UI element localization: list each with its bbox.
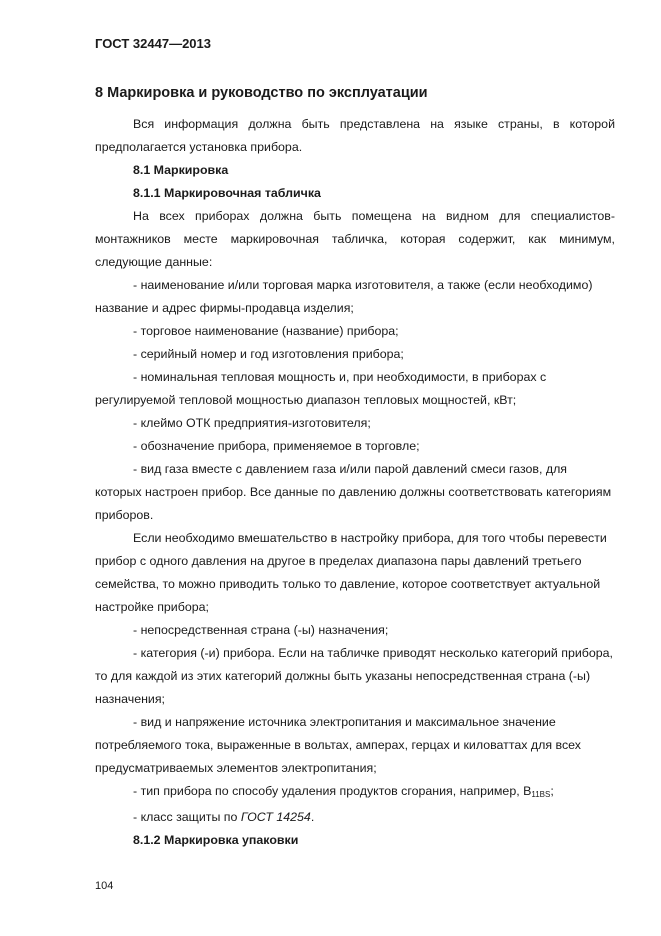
flue-type-suffix: ; (550, 784, 554, 798)
protection-class-standard-ref: ГОСТ 14254 (240, 810, 311, 824)
list-item-heat-output: - номинальная тепловая мощность и, при необходимости, в приборах с регулируемой тепловой мощностью диапазон тепловых мощностей, кВт; (95, 370, 547, 407)
intro-paragraph: Вся информация должна быть представлена на языке страны, в которой предполагается установка прибора. (95, 117, 615, 154)
plate-intro-paragraph: На всех приборах должна быть помещена на видном для специалистов-монтажников месте маркировочная табличка, которая содержит, как минимум, следующие данные: (95, 209, 615, 269)
subsubsection-title-packaging: 8.1.2 Маркировка упаковки (133, 833, 299, 847)
paragraph-pressure-adjustment: Если необходимо вмешательство в настройку прибора, для того чтобы перевести прибор с одного давления на другое в пределах диапазона пары давлений третьего семейства, то можно приводить только то давление, которое соответствует актуальной настройке прибора; (95, 531, 607, 614)
list-item-trade-name: - торговое наименование (название) прибора; (133, 324, 399, 338)
list-item-destination-country: - непосредственная страна (-ы) назначения; (133, 623, 389, 637)
list-item-serial-number: - серийный номер и год изготовления прибора; (133, 347, 404, 361)
section-title: 8 Маркировка и руководство по эксплуатации (95, 85, 428, 101)
subsection-title: 8.1 Маркировка (133, 163, 229, 177)
list-item-designation: - обозначение прибора, применяемое в торговле; (133, 439, 420, 453)
flue-type-subscript: 11BS (531, 790, 551, 799)
list-item-flue-type (95, 780, 615, 806)
list-item-category: - категория (-и) прибора. Если на табличке приводят несколько категорий прибора, то для каждой из этих категорий должны быть указаны непосредственная страна (-ы) назначения; (95, 646, 614, 706)
subsubsection-title-plate: 8.1.1 Маркировочная табличка (133, 186, 321, 200)
list-item-gas-type: - вид газа вместе с давлением газа и/или парой давлений смеси газов, для которых настроен прибор. Все данные по давлению должны соответствовать категориям приборов. (95, 462, 612, 522)
protection-class-suffix: . (310, 810, 315, 824)
page-number: 104 (95, 880, 114, 892)
list-item-protection-class (95, 806, 615, 829)
page-header: ГОСТ 32447—2013 (95, 36, 211, 51)
protection-class-text: - класс защиты по (133, 810, 241, 824)
list-item-power-supply: - вид и напряжение источника электропитания и максимальное значение потребляемого тока, выраженные в вольтах, амперах, герцах и киловаттах для всех предусматриваемых элементов электропитания; (95, 715, 581, 775)
document-body (95, 113, 615, 852)
flue-type-text: - тип прибора по способу удаления продуктов сгорания, например, B (133, 784, 532, 798)
list-item-manufacturer: - наименование и/или торговая марка изготовителя, а также (если необходимо) название и адрес фирмы-продавца изделия; (95, 278, 593, 315)
list-item-qc-stamp: - клеймо ОТК предприятия-изготовителя; (133, 416, 371, 430)
